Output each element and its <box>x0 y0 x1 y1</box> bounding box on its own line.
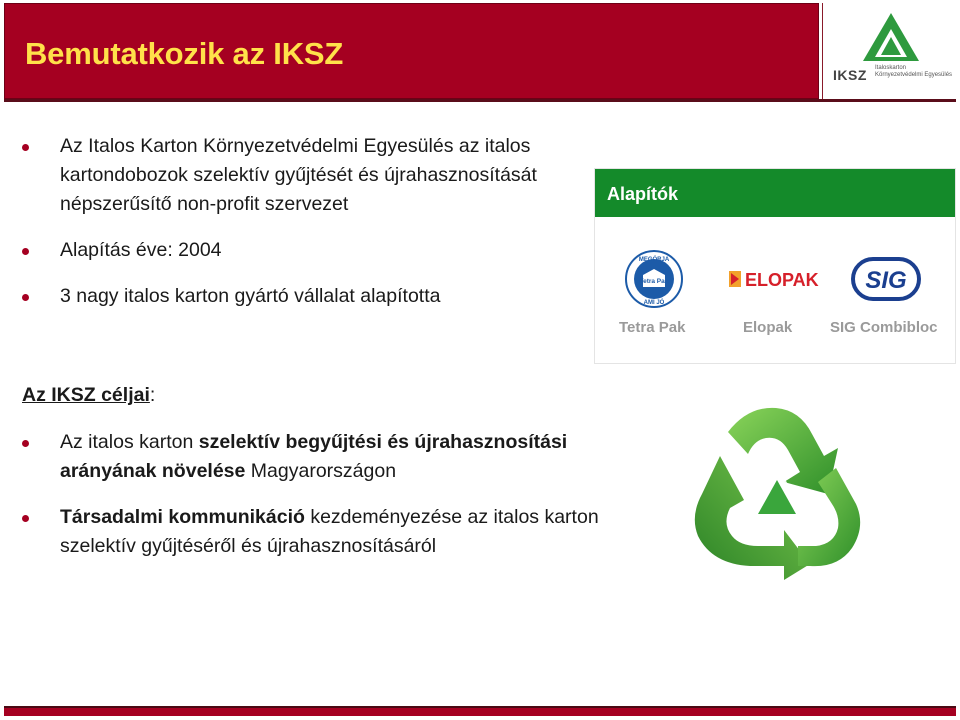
bullet-text: Az Italos Karton Környezetvédelmi Egyesülés az italos kartondobozok szelektív gyűjtését és újrahasznosítását népszerűsítő non-profit szervezet <box>60 135 537 215</box>
bullet-dot-icon <box>22 515 29 522</box>
founder-label-tetra-pak: Tetra Pak <box>619 319 686 336</box>
footer-bar <box>4 706 956 716</box>
list-item <box>22 132 592 219</box>
elopak-wordmark: ELOPAK <box>745 270 819 290</box>
intro-bullet-list <box>22 132 592 328</box>
iksz-logo-icon <box>861 11 921 65</box>
title-banner <box>4 3 819 99</box>
logo-sub-line1: Italoskarton <box>875 65 907 71</box>
goals-bullet-list <box>22 428 622 578</box>
sig-wordmark: SIG <box>865 267 907 294</box>
bullet-dot-icon <box>22 440 29 447</box>
logo-subtitle <box>875 65 955 79</box>
recycle-icon <box>688 404 866 582</box>
list-item <box>22 236 592 265</box>
bullet-dot-icon <box>22 248 29 255</box>
bullet-text: 3 nagy italos karton gyártó vállalat alapította <box>60 285 441 307</box>
tetra-pak-logo-icon <box>623 249 685 309</box>
logo-sub-line2: Környezetvédelmi Egyesülés <box>875 72 953 78</box>
sig-logo-icon <box>851 255 923 303</box>
tetra-badge-mid: Tetra Pak <box>639 278 669 285</box>
bullet-dot-icon <box>22 144 29 151</box>
header-divider <box>4 99 956 102</box>
goal-bold: Társadalmi kommunikáció <box>60 506 305 528</box>
logo-abbr: IKSZ <box>833 67 867 83</box>
founders-panel <box>594 168 956 364</box>
founders-heading: Alapítók <box>595 169 955 217</box>
goal-post: Magyarországon <box>245 460 397 482</box>
page-title: Bemutatkozik az IKSZ <box>25 36 344 71</box>
list-item <box>22 282 592 311</box>
goal-post: kezdeményezése az italos karton szelektív gyűjtéséről és újrahasznosításáról <box>60 506 599 557</box>
tetra-badge-top: MEGÓRJA <box>638 257 670 263</box>
bullet-dot-icon <box>22 294 29 301</box>
bullet-text: Alapítás éve: 2004 <box>60 239 222 261</box>
list-item <box>22 428 622 486</box>
list-item <box>22 503 622 561</box>
iksz-logo <box>822 3 957 99</box>
goals-heading-colon: : <box>149 384 156 406</box>
tetra-badge-bottom: AMI JÓ <box>643 300 665 306</box>
founder-label-sig: SIG Combibloc <box>830 319 938 336</box>
founder-label-elopak: Elopak <box>743 319 793 336</box>
goal-bold: szelektív begyűjtési és újrahasznosítási arányának növelése <box>60 431 568 482</box>
goal-pre: Az italos karton <box>60 431 199 453</box>
goals-heading-text: Az IKSZ céljai <box>22 384 150 406</box>
goals-heading <box>22 384 155 407</box>
elopak-logo-icon <box>727 267 823 291</box>
